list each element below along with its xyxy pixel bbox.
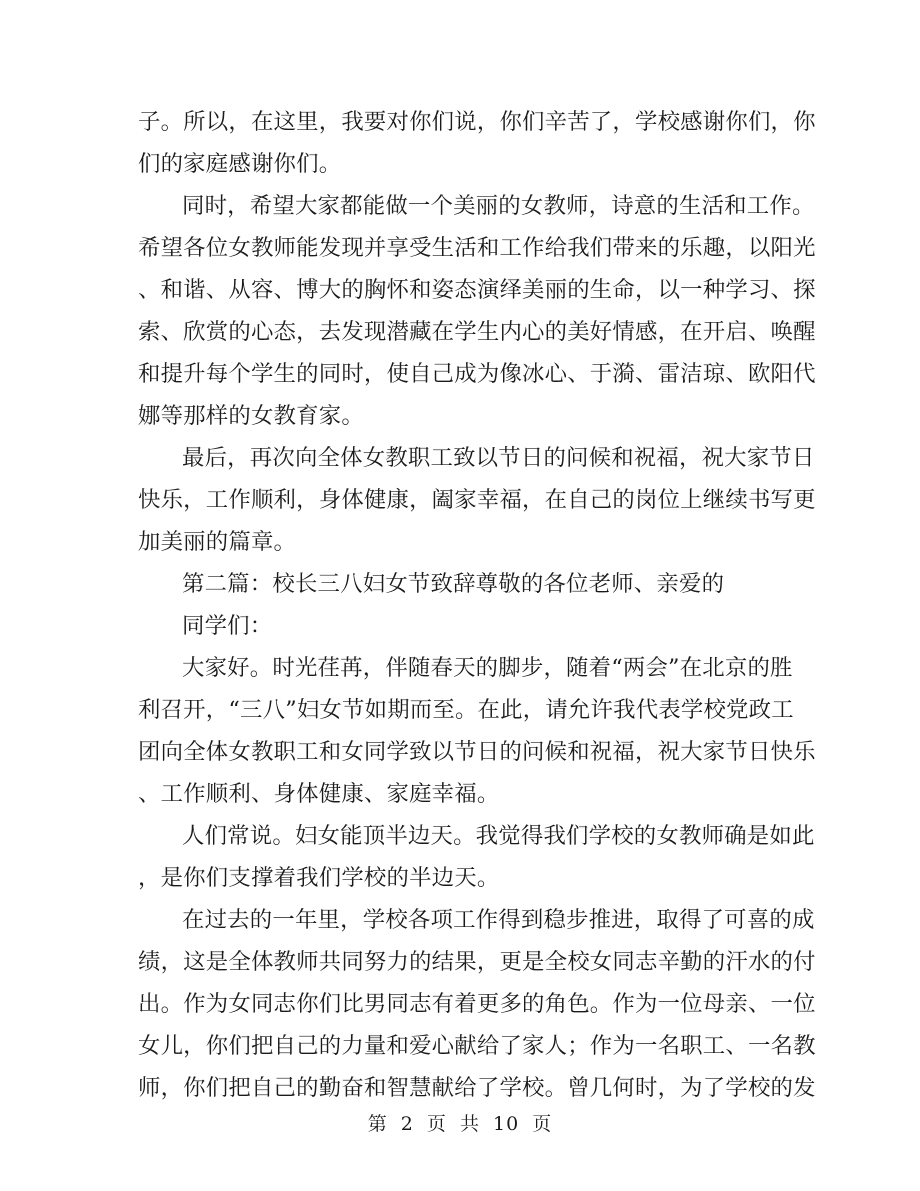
text-line: 在过去的一年里，学校各项工作得到稳步推进，取得了可喜的成 xyxy=(182,907,815,933)
text-line: 团向全体女教职工和女同学致以节日的问候和祝福，祝大家节日快乐 xyxy=(138,739,816,765)
text-line: 、工作顺利、身体健康、家庭幸福。 xyxy=(138,781,500,807)
page-number-footer: 第 2 页 共 10 页 xyxy=(367,1113,553,1135)
text-line: 女儿，你们把自己的力量和爱心献给了家人；作为一名职工、一名教 xyxy=(138,1033,816,1059)
text-line: 人们常说。妇女能顶半边天。我觉得我们学校的女教师确是如此 xyxy=(182,823,815,849)
text-line: 快乐，工作顺利，身体健康，阖家幸福，在自己的岗位上继续书写更 xyxy=(138,487,816,513)
text-line: 、和谐、从容、博大的胸怀和姿态演绎美丽的生命，以一种学习、探 xyxy=(138,277,816,303)
text-line: 大家好。时光荏苒，伴随春天的脚步，随着“两会”在北京的胜 xyxy=(182,655,793,681)
text-line: 子。所以，在这里，我要对你们说，你们辛苦了，学校感谢你们，你 xyxy=(138,109,816,135)
text-line: 师，你们把自己的勤奋和智慧献给了学校。曾几何时，为了学校的发 xyxy=(138,1075,816,1101)
text-line: 同学们： xyxy=(182,613,273,639)
text-line: 最后，再次向全体女教职工致以节日的问候和祝福，祝大家节日 xyxy=(182,445,815,471)
text-line: 和提升每个学生的同时，使自己成为像冰心、于漪、雷洁琼、欧阳代 xyxy=(138,361,816,387)
text-line: 希望各位女教师能发现并享受生活和工作给我们带来的乐趣，以阳光 xyxy=(138,235,816,261)
text-line: ，是你们支撑着我们学校的半边天。 xyxy=(138,865,500,891)
text-line: 绩，这是全体教师共同努力的结果，更是全校女同志辛勤的汗水的付 xyxy=(138,949,816,975)
text-line: 同时，希望大家都能做一个美丽的女教师，诗意的生活和工作。 xyxy=(182,193,815,219)
text-line: 索、欣赏的心态，去发现潜藏在学生内心的美好情感，在开启、唤醒 xyxy=(138,319,816,345)
text-line: 们的家庭感谢你们。 xyxy=(138,151,342,177)
text-line: 加美丽的篇章。 xyxy=(138,529,297,555)
text-line: 娜等那样的女教育家。 xyxy=(138,403,364,429)
text-line: 利召开，“三八”妇女节如期而至。在此，请允许我代表学校党政工 xyxy=(138,697,794,723)
section-heading: 第二篇：校长三八妇女节致辞尊敬的各位老师、亲爱的 xyxy=(182,571,725,597)
text-line: 出。作为女同志你们比男同志有着更多的角色。作为一位母亲、一位 xyxy=(138,991,816,1017)
